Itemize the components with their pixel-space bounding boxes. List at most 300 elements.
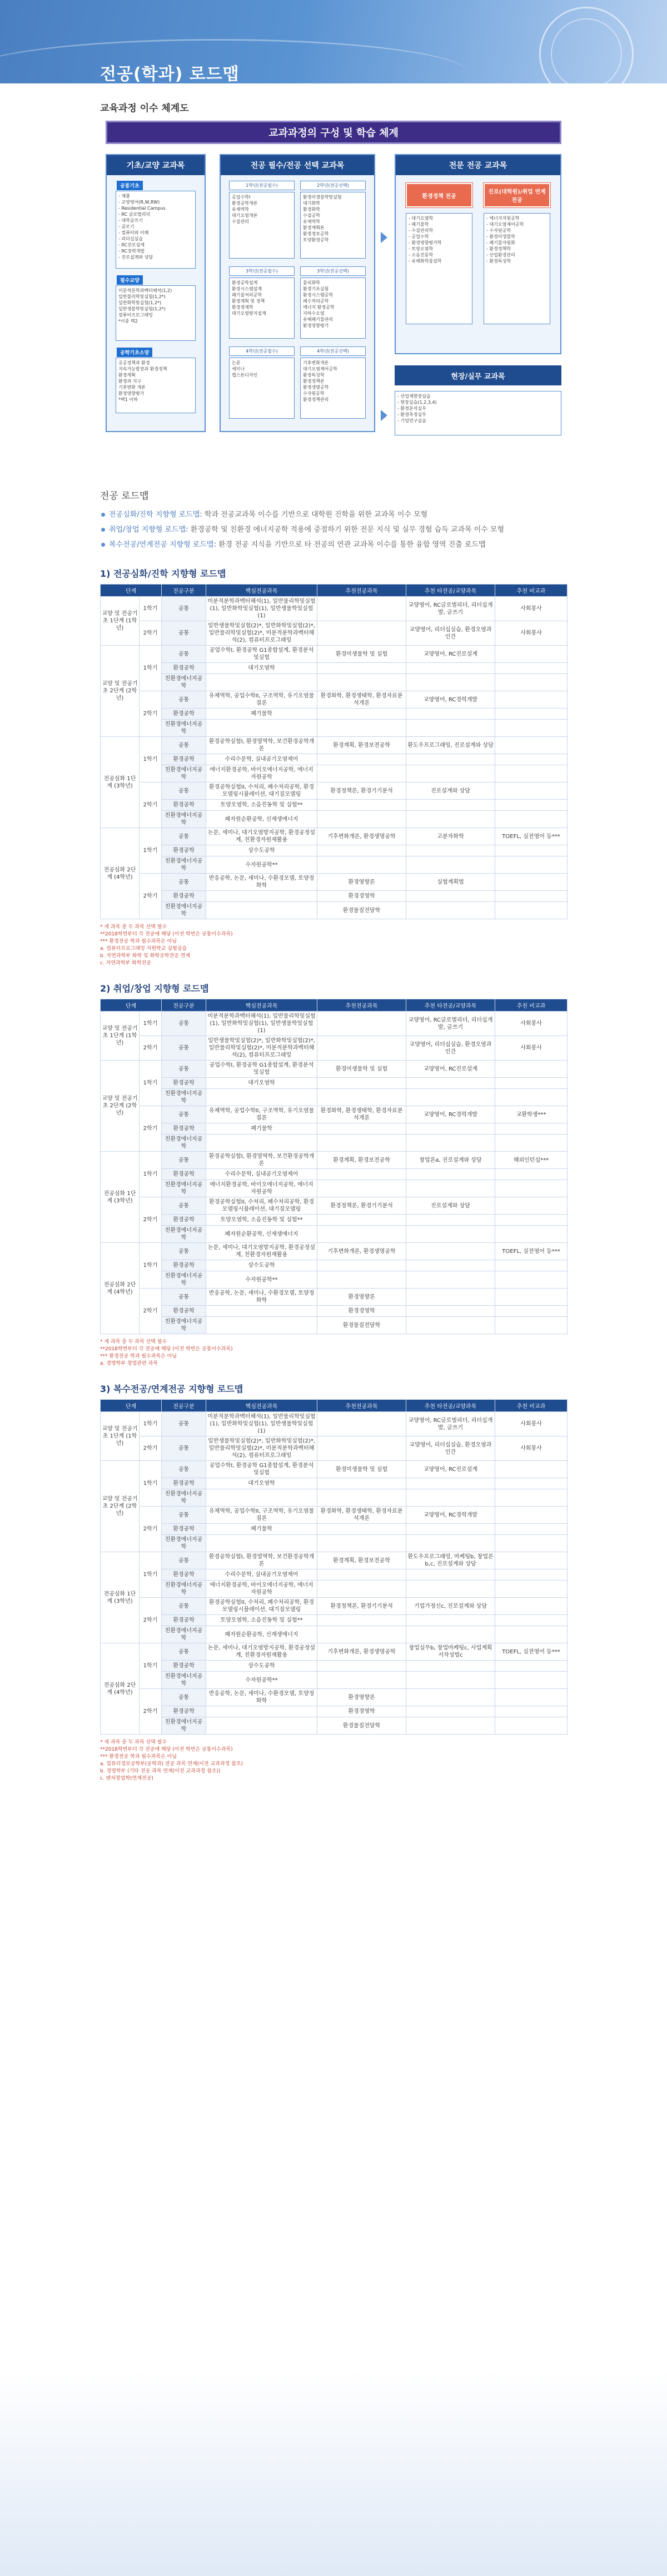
table-cell: 환경공학실험II, 수처리, 폐수처리공학, 환경모델링시뮬레이션, 대기질모델링	[206, 1197, 317, 1215]
table-cell: 공통	[162, 737, 206, 754]
table-row	[101, 737, 568, 754]
table-cell: 환경미생물학 및 실험	[317, 646, 406, 663]
table-cell: 공통	[162, 1552, 206, 1569]
table-cell: 토양오염학, 소음진동학 및 실험**	[206, 800, 317, 811]
diagram-course-item: - 환경미생물학	[486, 234, 515, 239]
table-cell: 반응공학, 논문, 세미나, 수환경모델, 토양정화학	[206, 1689, 317, 1706]
diagram-course-item: 환경정책론	[303, 379, 325, 384]
tag-year4-elective: 4학년(전공선택)	[300, 346, 366, 356]
table-cell: 1학기	[140, 1552, 162, 1598]
table-row	[101, 1461, 568, 1478]
roadmap-bullet-text: : 환경 전공 지식을 기반으로 타 전공의 연관 교과목 이수를 통한 융합 영역 진출 로드맵	[213, 541, 486, 549]
table-cell	[495, 1180, 568, 1197]
table-cell	[406, 1717, 495, 1735]
table-cell	[406, 765, 495, 782]
table-cell: 교양영어, RC경력개발	[406, 691, 495, 709]
table-cell: 친환경에너지공학	[162, 1535, 206, 1552]
table-cell: TOEFL, 실전영어 등***	[495, 1643, 568, 1661]
diagram-course-item: - 산업환경관리	[486, 252, 515, 257]
table-cell: 1학기	[140, 1643, 162, 1689]
diagram-course-item: - 진로설계와 상담	[118, 255, 153, 260]
table-cell: 환경물질전달학	[317, 902, 406, 919]
diagram-course-item: 환경시스템설계	[232, 286, 262, 291]
table-cell: 기업가정신c, 진로설계와 상담	[406, 1598, 495, 1615]
table-cell	[406, 1215, 495, 1226]
table-row	[101, 1306, 568, 1317]
table-row	[101, 811, 568, 828]
table-row	[101, 1180, 568, 1197]
table-cell: TOEFL, 실전영어 등***	[495, 1243, 568, 1260]
table-cell: 상수도공학	[206, 1260, 317, 1271]
diagram-course-item: 환경영향평가	[118, 391, 145, 396]
field-practice-title: 현장/실무 교과목	[395, 365, 561, 385]
tag-env-policy-major: 환경정책 전공	[406, 183, 472, 207]
box-career-linked-courses	[484, 213, 550, 324]
table-cell: 1학기	[140, 737, 162, 782]
table-cell: 교양 및 전공기초 2단계 (2학년)	[101, 646, 140, 737]
table-cell	[495, 874, 568, 891]
tag-required-liberal: 필수교양	[117, 275, 143, 285]
table-cell: 수리수문학, 실내공기오염제어	[206, 754, 317, 765]
table-cell: 환경영향론	[317, 1689, 406, 1706]
table-cell: 환경공학실험I, 환경열역학, 보건환경공학개론	[206, 1552, 317, 1569]
table-cell: 실험계획법	[406, 874, 495, 891]
table-cell: 해외인턴십***	[495, 1152, 568, 1169]
table-cell: 수리수문학, 실내공기오염제어	[206, 1569, 317, 1581]
table-header-cell: 추천전공과목	[317, 999, 406, 1012]
table-cell: 친환경에너지공학	[162, 856, 206, 874]
table-cell	[406, 1478, 495, 1489]
table-cell	[406, 674, 495, 691]
table-cell: 친환경에너지공학	[162, 1317, 206, 1334]
diagram-course-item: - 대기오염학	[409, 216, 434, 221]
diagram-course-item: - 교양영어(R,W,RW)	[118, 200, 160, 205]
table-cell	[495, 1226, 568, 1243]
diagram-course-item: - 채플	[118, 194, 130, 199]
table-cell: 환경공학실험I, 환경열역학, 보건환경공학개론	[206, 1152, 317, 1169]
table-cell: 교양영어, 리더십실습, 환경오염과 인간	[406, 621, 495, 646]
table-cell: 1학기	[140, 597, 162, 621]
table-note: c. 자연과학부 화학전공	[100, 960, 151, 966]
diagram-course-item: - 에너지자원공학	[486, 216, 520, 221]
diagram-course-item: - 환경정책학	[486, 246, 511, 251]
table-cell: 교양영어, RC글로벌리더, 리더십개발, 글쓰기	[406, 597, 495, 621]
table-cell	[495, 1061, 568, 1078]
table-cell	[495, 1717, 568, 1735]
diagram-course-item: 환경정보공학	[303, 231, 329, 236]
diagram-course-item: 환경경제학	[232, 305, 253, 310]
table-cell	[317, 1078, 406, 1089]
diagram-course-item: - 환경분석실무	[397, 406, 426, 411]
table-cell	[495, 1260, 568, 1271]
diagram-course-item: - 환경독성학	[486, 259, 511, 264]
table-cell: 2학기	[140, 1689, 162, 1735]
table-cell	[406, 1524, 495, 1535]
table-cell: 친환경에너지공학	[162, 1271, 206, 1289]
table-cell: 창업론a, 진로설계와 상담	[406, 1152, 495, 1169]
diagram-course-item: 대기오염개론	[232, 213, 258, 218]
table-row	[101, 1289, 568, 1306]
table-cell: 대기오염학	[206, 1478, 317, 1489]
table-cell	[495, 1197, 568, 1215]
table-cell: 환경정책론, 환경기기분석	[317, 782, 406, 800]
table-header-cell: 추천전공과목	[317, 584, 406, 597]
table-cell: 폐자원순환공학, 신재생에너지	[206, 1226, 317, 1243]
table-cell	[495, 1289, 568, 1306]
table-cell: 교양 및 전공기초 1단계 (1학년)	[101, 597, 140, 646]
table-cell: 친환경에너지공학	[162, 902, 206, 919]
tag-year2-elective: 2학년(전공선택)	[300, 181, 366, 190]
table-cell	[206, 1489, 317, 1507]
table-cell: 전공심화 1단계 (3학년)	[101, 737, 140, 828]
diagram-course-item: 일반물리학및실험(1,2*)	[118, 294, 166, 299]
table-row	[101, 765, 568, 782]
main-content	[0, 100, 667, 1782]
table-header-cell: 추천 비교과	[495, 584, 568, 597]
table-cell: 논문, 세미나, 대기오염방지공학, 환경공정설계, 친환경자원재활용	[206, 1643, 317, 1661]
table-cell	[317, 1661, 406, 1672]
diagram-course-item: 토양환경공학	[303, 237, 329, 242]
table-cell	[406, 1271, 495, 1289]
table-cell: 친환경에너지공학	[162, 1180, 206, 1197]
table-cell: 1학기	[140, 828, 162, 874]
table-cell: 기후변화개론, 환경생명공학	[317, 828, 406, 845]
table-cell	[495, 663, 568, 674]
diagram-course-item: - 현장실습(1,2,3,4)	[397, 400, 437, 405]
table-cell: 에너지환경공학, 바이오에너지공학, 에너지자원공학	[206, 1581, 317, 1598]
table-row	[101, 1012, 568, 1036]
table-cell	[495, 1689, 568, 1706]
table-row	[101, 1436, 568, 1461]
table-cell: 환경영향론	[317, 874, 406, 891]
table-cell: 공통	[162, 691, 206, 709]
table-header-cell: 추천전공과목	[317, 1400, 406, 1412]
table-cell	[317, 1135, 406, 1152]
table-cell: 사회봉사	[495, 1036, 568, 1061]
table-row	[101, 1552, 568, 1569]
table-cell: 사회봉사	[495, 597, 568, 621]
table-note: a. 컴퓨터정보공학부(공학과) 전공 과목 연계(이전 교과과정 참조)	[100, 1761, 243, 1767]
table-cell: 고분자화학	[406, 828, 495, 845]
table-cell: 1학기	[140, 1461, 162, 1507]
table-cell: 환경공학	[162, 709, 206, 720]
table-cell	[406, 720, 495, 737]
table-row	[101, 1169, 568, 1180]
table-row	[101, 663, 568, 674]
table-row	[101, 1243, 568, 1260]
table-row	[101, 1106, 568, 1123]
table-cell	[495, 1078, 568, 1089]
diagram-course-item: 폐기물처리공학	[232, 293, 262, 298]
table-cell: 공통	[162, 1689, 206, 1706]
table-cell: 토양오염학, 소음진동학 및 실험**	[206, 1215, 317, 1226]
table-row	[101, 1412, 568, 1436]
roadmap-table-title: 1) 전공심화/진학 지향형 로드맵	[100, 568, 226, 579]
table-cell: TOEFL, 실전영어 등***	[495, 828, 568, 845]
table-cell: 사회봉사	[495, 1012, 568, 1036]
table-cell	[206, 891, 317, 902]
table-cell: 2학기	[140, 1197, 162, 1243]
table-cell: 환경공학	[162, 663, 206, 674]
table-cell	[317, 1489, 406, 1507]
tag-year3-elective: 3학년(전공선택)	[300, 266, 366, 276]
table-cell	[495, 754, 568, 765]
table-cell	[317, 1180, 406, 1197]
table-row	[101, 1689, 568, 1706]
table-header-cell: 핵심전공과목	[206, 584, 317, 597]
table-cell	[317, 1412, 406, 1436]
table-cell	[406, 1089, 495, 1106]
table-cell	[406, 1706, 495, 1717]
roadmap-table-notes	[100, 1339, 567, 1368]
table-cell	[406, 1672, 495, 1689]
table-cell	[406, 845, 495, 856]
table-cell: 창업실무b, 창업마케팅c, 사업계획서작성법c	[406, 1643, 495, 1661]
diagram-course-item: - 대학글쓰기	[118, 218, 143, 223]
table-cell	[406, 800, 495, 811]
diagram-course-item: 유체역학	[303, 219, 320, 224]
table-row	[101, 1078, 568, 1089]
table-cell: 친환경에너지공학	[162, 765, 206, 782]
table-row	[101, 1226, 568, 1243]
diagram-course-item: 수자원공학	[303, 391, 325, 396]
table-cell: 일반생물학및실험(2)*, 일반화학및실험(2)*, 일반물리학및실험(2)*, 미분적분학과벡터해석(2), 컴퓨터프로그래밍	[206, 1036, 317, 1061]
table-cell: 2학기	[140, 1106, 162, 1152]
table-cell: 대기오염학	[206, 663, 317, 674]
university-seal-watermark	[539, 7, 634, 83]
page-header	[0, 0, 667, 83]
table-cell: 교양 및 전공기초 1단계 (1학년)	[101, 1012, 140, 1061]
table-row	[101, 1317, 568, 1334]
diagram-course-item: 대기화학	[303, 201, 320, 206]
table-cell: 2학기	[140, 1436, 162, 1461]
roadmap-bullet-text: : 환경공학 및 친환경 에너지공학 적용에 중점하기 위한 전문 지식 및 실무 경험 습득 교과목 이수 모형	[186, 526, 505, 534]
table-row	[101, 1535, 568, 1552]
table-row	[101, 1197, 568, 1215]
diagram-course-item: 유해폐기물관리	[303, 317, 334, 322]
table-cell	[495, 720, 568, 737]
column-basic-liberal-title: 기초/교양 교과목	[107, 155, 205, 175]
diagram-course-item: 수질관리	[232, 219, 249, 224]
table-cell: 토양오염학, 소음진동학 및 실험**	[206, 1615, 317, 1626]
table-cell	[317, 1271, 406, 1289]
table-cell: 친환경에너지공학	[162, 720, 206, 737]
table-cell: 1학기	[140, 1152, 162, 1197]
table-cell: 환경공학	[162, 1078, 206, 1089]
table-cell: 진로설계와 상담	[406, 1197, 495, 1215]
table-cell	[406, 1306, 495, 1317]
table-header-cell: 핵심전공과목	[206, 999, 317, 1012]
diagram-course-item: - RC경력개발	[118, 249, 145, 254]
table-row	[101, 1524, 568, 1535]
table-row	[101, 1507, 568, 1524]
table-cell	[317, 1169, 406, 1180]
diagram-course-item: 기후변화개론	[303, 360, 329, 365]
diagram-course-item: 미분적분학과벡터해석(1,2)	[118, 288, 172, 293]
roadmap-table-notes	[100, 1739, 567, 1782]
table-cell: 폐기물학	[206, 1123, 317, 1135]
table-row	[101, 691, 568, 709]
table-cell: 환경물질전달학	[317, 1717, 406, 1735]
table-cell: 에너지환경공학, 바이오에너지공학, 에너지자원공학	[206, 1180, 317, 1197]
roadmap-bullet	[100, 522, 567, 537]
diagram-course-item: - RC진로설계	[118, 242, 145, 247]
table-cell	[317, 765, 406, 782]
table-cell: 공통	[162, 1598, 206, 1615]
table-cell: 1학기	[140, 1243, 162, 1289]
table-row	[101, 1061, 568, 1078]
diagram-course-item: - 수질관리학	[409, 228, 434, 233]
diagram-course-item: 공공정책과 환경	[118, 360, 150, 365]
table-row	[101, 782, 568, 800]
table-cell	[406, 1615, 495, 1626]
table-note: **2018학번부터 각 전공에 해당 (이전 학번은 공통이수과목)	[100, 932, 233, 937]
roadmap-bullets	[100, 507, 567, 552]
table-cell	[495, 1478, 568, 1489]
table-cell: 사회봉사	[495, 1412, 568, 1436]
table-cell: 상수도공학	[206, 1661, 317, 1672]
table-cell: 공통	[162, 1036, 206, 1061]
table-cell	[406, 1581, 495, 1598]
table-cell	[495, 782, 568, 800]
table-cell: 환도우프로그래밍, 진로설계와 상담	[406, 737, 495, 754]
table-row	[101, 874, 568, 891]
diagram-course-item: 환경미생물학및실험	[303, 195, 342, 200]
table-row	[101, 1215, 568, 1226]
table-cell: 전공심화 2단계 (4학년)	[101, 1243, 140, 1334]
table-cell: 유체역학, 공업수학II, 구조역학, 유기오염물질론	[206, 691, 317, 709]
table-cell: 일반생물학및실험(2)*, 일반화학및실험(2)*, 일반물리학및실험(2)*, 미분적분학과벡터해석(2), 컴퓨터프로그래밍	[206, 1436, 317, 1461]
table-cell: 공통	[162, 1461, 206, 1478]
table-cell	[406, 754, 495, 765]
curriculum-heading: 교육과정 이수 체계도	[100, 103, 189, 114]
diagram-course-item: 수질공학	[303, 213, 320, 218]
diagram-course-item: 유체역학	[232, 207, 249, 212]
table-cell	[317, 1615, 406, 1626]
diagram-course-item: - 수자원공학	[486, 228, 511, 233]
table-header-cell: 전공구분	[162, 999, 206, 1012]
table-cell	[495, 1661, 568, 1672]
roadmap-table-notes	[100, 924, 567, 967]
table-header-cell: 추천 타전공/교양과목	[406, 999, 495, 1012]
table-cell: 환경계획, 환경보전공학	[317, 737, 406, 754]
diagram-course-item: 환경계획 및 정책	[232, 299, 265, 304]
table-cell: 환경공학실험I, 환경열역학, 보건환경공학개론	[206, 737, 317, 754]
table-cell	[206, 902, 317, 919]
diagram-course-item: 대기오염방지설계	[232, 311, 266, 316]
table-cell: 환경정책론, 환경기기분석	[317, 1197, 406, 1215]
table-cell: 친환경에너지공학	[162, 1581, 206, 1598]
table-cell	[317, 1626, 406, 1643]
table-cell: 환경미생물학 및 실험	[317, 1061, 406, 1078]
table-cell	[495, 1089, 568, 1106]
table-row	[101, 856, 568, 874]
diagram-course-item: 환경정책관리	[303, 397, 329, 402]
table-cell	[317, 1226, 406, 1243]
table-cell: 환경공학	[162, 1215, 206, 1226]
table-row	[101, 1717, 568, 1735]
table-cell: 수리수문학, 실내공기오염제어	[206, 1169, 317, 1180]
table-cell: 친환경에너지공학	[162, 1717, 206, 1735]
diagram-course-item: - 유해화학물질학	[409, 259, 442, 264]
table-cell	[206, 1089, 317, 1106]
table-cell: 공통	[162, 1643, 206, 1661]
table-cell: 교양 및 전공기초 2단계 (2학년)	[101, 1461, 140, 1552]
table-cell: 반응공학, 논문, 세미나, 수환경모델, 토양정화학	[206, 1289, 317, 1306]
table-cell: 공통	[162, 782, 206, 800]
table-cell: 환경영향론	[317, 1289, 406, 1306]
table-cell	[317, 1012, 406, 1036]
box-year1-courses	[229, 192, 295, 259]
diagram-course-item: *이중 택2	[118, 319, 138, 324]
table-note: a. 경영학부 창업관련 과목	[100, 1361, 158, 1366]
table-row	[101, 646, 568, 663]
table-cell	[406, 1535, 495, 1552]
diagram-course-item: 지속가능발전과 환경정책	[118, 366, 167, 371]
table-cell	[406, 1689, 495, 1706]
table-row	[101, 1569, 568, 1581]
table-cell: 환경경영학	[317, 1706, 406, 1717]
diagram-course-item: 에너지 환경공학	[303, 305, 335, 310]
table-cell: 2학기	[140, 874, 162, 919]
table-cell: 1학기	[140, 1061, 162, 1106]
table-cell	[495, 1461, 568, 1478]
table-cell: 환경공학	[162, 1706, 206, 1717]
roadmap-table-title: 3) 복수전공/연계전공 지향형 로드맵	[100, 1384, 243, 1394]
table-cell: 환경물질전달학	[317, 1317, 406, 1334]
table-cell: 공통	[162, 1243, 206, 1260]
table-cell	[206, 720, 317, 737]
table-cell	[495, 765, 568, 782]
table-row	[101, 1036, 568, 1061]
table-cell: 공통	[162, 1197, 206, 1215]
roadmap-bullet-label: 전공심화/진학 지향형 로드맵	[109, 511, 200, 519]
table-cell	[495, 1123, 568, 1135]
table-cell	[406, 1626, 495, 1643]
table-cell: 공통	[162, 874, 206, 891]
table-cell	[495, 1569, 568, 1581]
table-cell: 2학기	[140, 1036, 162, 1061]
table-cell: 폐자원순환공학, 신재생에너지	[206, 1626, 317, 1643]
table-cell: 공업수학I, 환경공학 G1종합설계, 환경분석및실험	[206, 646, 317, 663]
table-cell: 전공심화 1단계 (3학년)	[101, 1152, 140, 1243]
table-row	[101, 1643, 568, 1661]
table-cell: 에너지환경공학, 바이오에너지공학, 에너지자원공학	[206, 765, 317, 782]
table-cell: 유체역학, 공업수학II, 구조역학, 유기오염물질론	[206, 1106, 317, 1123]
diagram-course-item: - 소음진동학	[409, 252, 434, 257]
table-header-cell: 전공구분	[162, 1400, 206, 1412]
table-row	[101, 1260, 568, 1271]
diagram-course-item: 환경공학개론	[232, 201, 258, 206]
table-cell: 교양영어, RC경력개발	[406, 1507, 495, 1524]
table-cell: 반응공학, 논문, 세미나, 수환경모델, 토양정화학	[206, 874, 317, 891]
table-note: b. 경영학부 (기타 전공 과목 연계(이전 교과과정 참조))	[100, 1768, 221, 1774]
table-cell: 교양영어, RC진로설계	[406, 646, 495, 663]
table-cell: 미분적분학과벡터해석(1), 일반물리학및실험(1), 일반화학및실험(1), 일반생물학및실험(1)	[206, 1412, 317, 1436]
table-cell	[317, 1260, 406, 1271]
table-cell: 공통	[162, 621, 206, 646]
table-cell	[495, 1706, 568, 1717]
table-header-cell: 전공구분	[162, 584, 206, 597]
table-cell: 환경정책론, 환경기기분석	[317, 1598, 406, 1615]
table-cell: 논문, 세미나, 대기오염방지공학, 환경공정설계, 친환경자원재활용	[206, 828, 317, 845]
diagram-course-item: - 기업연구실습	[397, 418, 426, 423]
table-header-cell: 추천 비교과	[495, 999, 568, 1012]
table-cell: 교환학생***	[495, 1106, 568, 1123]
arrow-to-field	[381, 410, 387, 421]
table-row	[101, 828, 568, 845]
table-cell	[406, 1078, 495, 1089]
